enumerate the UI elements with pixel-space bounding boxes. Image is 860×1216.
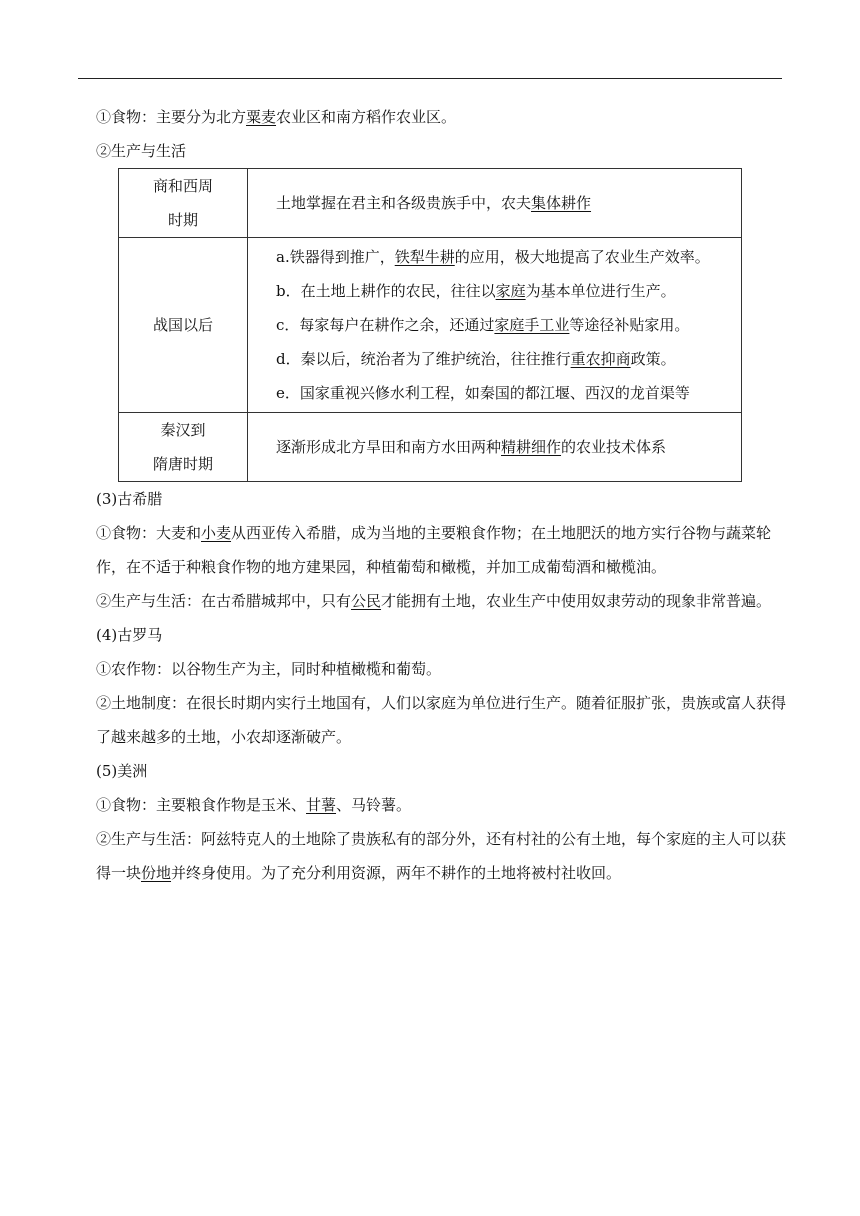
table-row xyxy=(119,238,742,413)
description-cell: 逐渐形成北方旱田和南方水田两种精耕细作的农业技术体系 xyxy=(248,413,742,482)
food-line-north-south: ①食物：主要分为北方粟麦农业区和南方稻作农业区。 xyxy=(96,108,457,126)
underlined-term: 家庭手工业 xyxy=(494,316,570,334)
underlined-term: 精耕细作 xyxy=(501,438,562,456)
production-subtitle: ②生产与生活 xyxy=(96,142,187,160)
underlined-term: 甘薯 xyxy=(306,796,337,814)
underlined-term: 集体耕作 xyxy=(531,194,592,212)
americas-food-paragraph: ①食物：主要粮食作物是玉米、甘薯、马铃薯。 xyxy=(96,796,412,814)
item-d: d．秦以后，统治者为了维护统治，往往推行重农抑商政策。 xyxy=(276,350,676,368)
page-content xyxy=(96,100,786,890)
section-title-rome: (4)古罗马 xyxy=(96,626,163,644)
section-title-americas: (5)美洲 xyxy=(96,762,148,780)
era-cell: 战国以后 xyxy=(119,238,248,413)
description-cell xyxy=(248,238,742,413)
rome-land-paragraph: ②土地制度：在很长时期内实行土地国有，人们以家庭为单位进行生产。随着征服扩张，贵族或富人获得了越来越多的土地，小农却逐渐破产。 xyxy=(96,694,787,746)
item-e: e．国家重视兴修水利工程，如秦国的都江堰、西汉的龙首渠等 xyxy=(276,384,690,402)
item-c: c．每家每户在耕作之余，还通过家庭手工业等途径补贴家用。 xyxy=(276,316,690,334)
era-cell: 商和西周 时期 xyxy=(119,169,248,238)
header-rule xyxy=(78,78,782,79)
underlined-term: 铁犁牛耕 xyxy=(394,248,455,266)
underlined-term: 粟麦 xyxy=(246,108,277,126)
underlined-term: 小麦 xyxy=(201,524,232,542)
table-row xyxy=(119,413,742,482)
americas-production-paragraph: ②生产与生活：阿兹特克人的土地除了贵族私有的部分外，还有村社的公有土地，每个家庭的主人可以获得一块份地并终身使用。为了充分利用资源，两年不耕作的土地将被村社收回。 xyxy=(96,830,787,882)
agriculture-table xyxy=(118,168,742,482)
era-cell: 秦汉到 隋唐时期 xyxy=(119,413,248,482)
underlined-term: 重农抑商 xyxy=(570,350,631,368)
underlined-term: 份地 xyxy=(141,864,172,882)
greece-food-paragraph: ①食物：大麦和小麦从西亚传入希腊，成为当地的主要粮食作物；在土地肥沃的地方实行谷物与蔬菜轮作，在不适于种粮食作物的地方建果园，种植葡萄和橄榄，并加工成葡萄酒和橄榄油。 xyxy=(96,524,772,576)
description-cell: 土地掌握在君主和各级贵族手中，农夫集体耕作 xyxy=(248,169,742,238)
greece-production-paragraph: ②生产与生活：在古希腊城邦中，只有公民才能拥有土地，农业生产中使用奴隶劳动的现象非常普遍。 xyxy=(96,592,772,610)
underlined-term: 家庭 xyxy=(495,282,526,300)
section-title-greece: (3)古希腊 xyxy=(96,490,163,508)
item-b: b．在土地上耕作的农民，往往以家庭为基本单位进行生产。 xyxy=(276,282,676,300)
item-a: a.铁器得到推广，铁犁牛耕的应用，极大地提高了农业生产效率。 xyxy=(276,248,710,266)
table-row xyxy=(119,169,742,238)
rome-crops-paragraph: ①农作物：以谷物生产为主，同时种植橄榄和葡萄。 xyxy=(96,660,442,678)
underlined-term: 公民 xyxy=(351,592,382,610)
